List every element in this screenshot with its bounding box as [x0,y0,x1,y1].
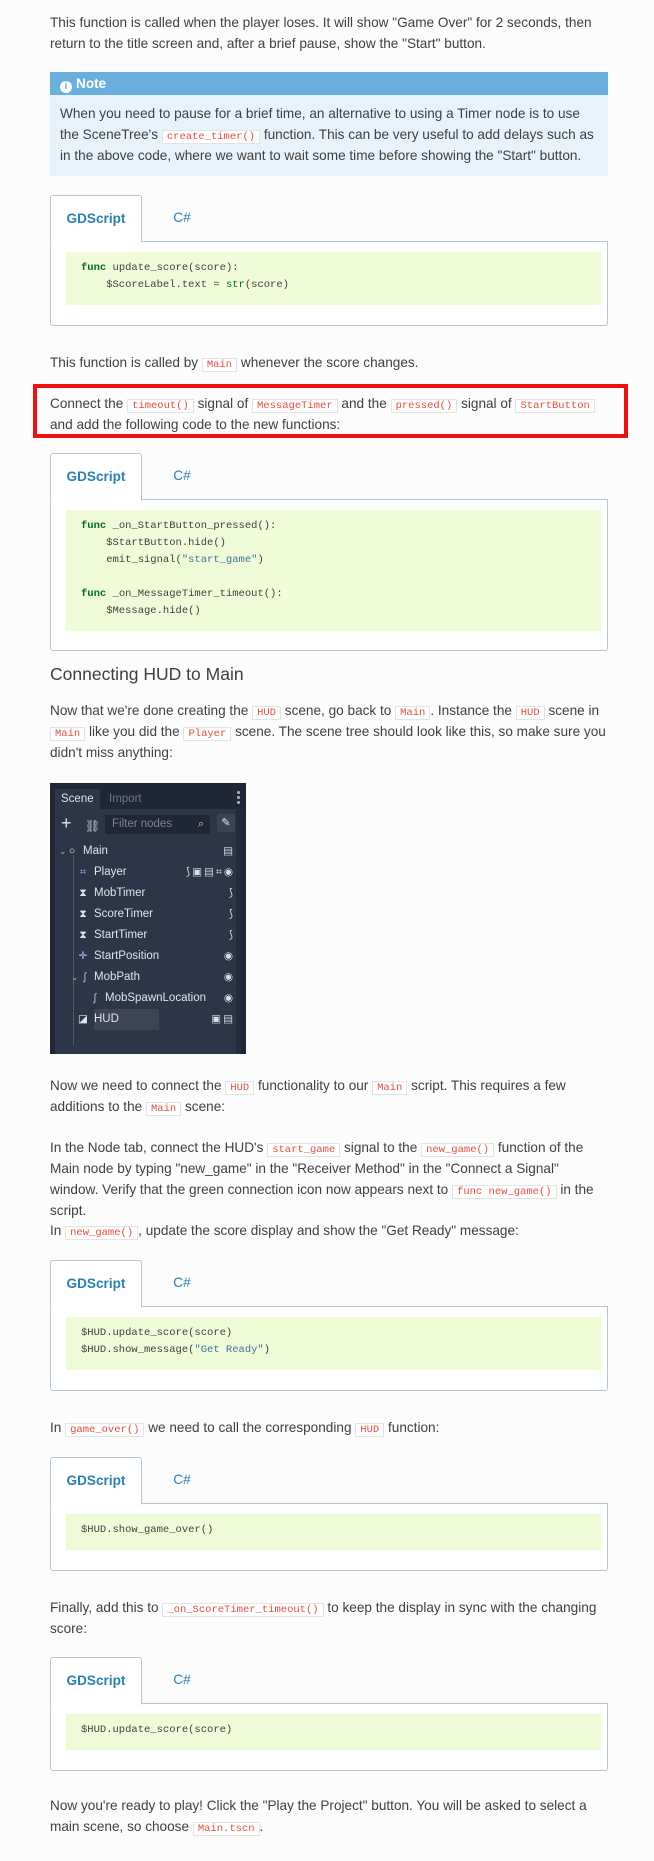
inline-code: HUD [225,1081,254,1095]
player-status-icons[interactable]: ⟆▣▤⌗◉ [185,866,235,878]
add-node-icon[interactable]: + [61,813,72,833]
final-paragraph [50,1597,608,1639]
tab-csharp[interactable]: C# [173,468,191,483]
script-icon[interactable]: ▤ [223,845,235,857]
text: scene: [184,1099,226,1114]
text: In [50,1223,62,1238]
functionality-paragraph [50,1075,608,1117]
code-line: ) [257,554,264,566]
node-label: Main [83,845,108,857]
text: whenever the score changes. [240,355,419,370]
expand-caret-icon[interactable]: ⌄ [59,846,67,856]
path2d-icon: ∫ [83,971,87,983]
note-title: Note [76,76,107,91]
tab-panel [50,1703,608,1771]
keyword: func [81,262,107,274]
code-line: ) [263,1344,271,1356]
code-line: update_score(score): [106,262,239,274]
timer-icon: ⧗ [79,887,87,899]
inline-code: Main [146,1102,181,1116]
text: and the [341,396,387,411]
hud-paragraph [50,700,608,763]
inline-code: Main.tscn [193,1822,260,1836]
link-icon[interactable]: ⛓ [85,819,101,833]
tree-node-main[interactable] [59,841,235,862]
text: we need to call the corresponding [148,1420,352,1435]
more-icon[interactable] [237,791,240,806]
code-block [66,1514,601,1550]
new-game-paragraph [50,1220,608,1241]
code-block [66,1714,601,1750]
tab-csharp[interactable]: C# [173,1672,191,1687]
inline-code: Main [372,1081,407,1095]
inline-code: pressed() [391,399,458,413]
inline-code: new_game() [421,1143,494,1157]
inline-code: func new_game() [452,1185,557,1199]
inline-code: timeout() [127,399,194,413]
text: Now you're ready to play! Click the "Play the Project" button. You will be asked to select a main scene, so choose [50,1798,587,1834]
text: This function is called by [50,355,199,370]
code-tabs-3 [50,1260,608,1391]
attach-script-icon[interactable]: ✎ [217,814,235,832]
tab-gdscript[interactable]: GDScript [50,195,142,243]
dock-panel [55,809,241,1054]
signal-icon[interactable]: ⟆ [228,929,235,941]
tree-node-mobspawnlocation[interactable] [59,988,235,1009]
node-label: Player [94,866,127,878]
string: "start_game" [181,554,258,566]
scene-script-icons[interactable]: ▣▤ [211,1013,235,1025]
text: like you did the [89,724,180,739]
code-block [66,510,601,631]
tree-node-startposition[interactable] [59,946,235,967]
note-body [50,95,608,176]
tab-gdscript[interactable]: GDScript [50,1657,142,1705]
dock-toolbar [55,809,241,839]
code-line: $Message.hide() [81,605,201,617]
text: and add the following code to the new functions: [50,417,341,432]
text: scene. The scene tree should look like this, so make sure you didn't miss anything: [50,724,606,760]
tab-import[interactable]: Import [109,793,142,805]
signal-icon[interactable]: ⟆ [228,908,235,920]
canvaslayer-icon: ◪ [78,1013,88,1025]
code-line: _on_MessageTimer_timeout(): [106,588,283,600]
dock-tabs [55,789,241,809]
text: signal of [461,396,512,411]
node-label: HUD [94,1009,159,1030]
tree-node-mobpath[interactable] [59,967,235,988]
tab-gdscript[interactable]: GDScript [50,453,142,501]
code-block [66,1317,601,1370]
filter-placeholder: Filter nodes [112,818,173,830]
inline-code: Main [202,358,237,372]
inline-code: MessageTimer [252,399,338,413]
text: Connect the [50,396,124,411]
node2d-icon: ○ [68,845,76,857]
text: scene in [548,703,600,718]
tab-csharp[interactable]: C# [173,1472,191,1487]
text: function: [387,1420,440,1435]
inline-code: HUD [355,1423,384,1437]
tab-csharp[interactable]: C# [173,1275,191,1290]
text: signal of [197,396,249,411]
note-admonition [50,72,608,176]
tree-node-mobtimer[interactable] [59,883,235,904]
inline-code: start_game [267,1143,340,1157]
inline-code: HUD [252,706,281,720]
inline-code: _on_ScoreTimer_timeout() [162,1603,323,1617]
code-tabs-2 [50,453,608,651]
code-line: _on_StartButton_pressed(): [106,520,277,532]
node-label: ScoreTimer [94,908,153,920]
text: In the Node tab, connect the HUD's [50,1140,264,1155]
score-paragraph [50,352,608,373]
inline-code: Main [395,706,430,720]
node-label: StartPosition [94,950,160,962]
tab-gdscript[interactable]: GDScript [50,1260,142,1308]
tab-panel [50,1306,608,1391]
tab-panel [50,241,608,326]
intro-paragraph [50,12,608,54]
search-icon: ⌕ [197,818,204,830]
inline-code: HUD [516,706,545,720]
scene-dock-image [50,783,246,1054]
code-line: $StartButton.hide() [81,537,226,549]
code-line: $HUD.update_score(score) [81,1327,233,1339]
tab-panel [50,499,608,651]
code-tabs-1 [50,195,608,326]
text: , update the score display and show the "Get Ready" message: [138,1223,519,1238]
visibility-icon[interactable]: ◉ [223,950,235,962]
area2d-icon: ⌗ [80,866,86,878]
text: . [259,1819,264,1834]
signal-icon[interactable]: ⟆ [228,887,235,899]
code-line: emit_signal( [81,554,182,566]
text: script. This requires a few additions to the [50,1078,566,1114]
timer-icon: ⧗ [79,908,87,920]
tab-scene[interactable]: Scene [55,789,100,809]
tree-node-scoretimer[interactable] [59,904,235,925]
string: "Get Ready" [194,1344,264,1356]
node-tab-paragraph [50,1137,608,1221]
connect-paragraph [50,393,608,435]
code-tabs-4 [50,1457,608,1570]
inline-code: new_game() [65,1226,138,1240]
code-line: $ScoreLabel.text = [81,279,226,291]
keyword: func [81,520,107,532]
node-label: StartTimer [94,929,148,941]
note-text-2: function. This can be very useful to add delays such as in the above code, where we want to wait some time before showing the "Start" button. [60,127,594,163]
code-line: $HUD.show_game_over() [81,1524,214,1536]
intro-text: This function is called when the player loses. It will show "Game Over" for 2 seconds, then return to the title screen and, after a brief pause, show the "Start" button. [50,15,592,51]
expand-caret-icon[interactable]: ⌄ [71,972,79,982]
text: Now that we're done creating the [50,703,249,718]
game-over-paragraph [50,1417,608,1438]
section-heading: Connecting HUD to Main [50,664,244,684]
text: function of the Main node by typing "new_game" in the "Receiver Method" in the "Connect a Signal" window. Verify that the green connection icon now appears next to [50,1140,584,1197]
visibility-icon[interactable]: ◉ [223,992,235,1004]
text: . Instance the [430,703,512,718]
code-block [66,252,601,305]
text: scene, go back to [284,703,392,718]
inline-code: create_timer() [162,130,260,144]
position2d-icon: ✛ [78,950,88,962]
text: to keep the display in sync with the changing score: [50,1600,597,1636]
tab-csharp[interactable]: C# [173,210,191,225]
code-line: (score) [244,279,289,291]
scene-tree [59,841,235,1030]
tab-panel [50,1503,608,1571]
tab-gdscript[interactable]: GDScript [50,1457,142,1505]
node-label: MobSpawnLocation [105,992,207,1004]
node-label: MobPath [94,971,141,983]
text: signal to the [344,1140,418,1155]
keyword: func [81,588,107,600]
builtin: str [225,279,245,291]
inline-code: Main [50,727,85,741]
text: functionality to our [258,1078,369,1093]
dock-scrollbar[interactable] [236,809,241,1054]
inline-code: StartButton [515,399,594,413]
node-label: MobTimer [94,887,146,899]
text: Now we need to connect the [50,1078,222,1093]
tree-node-player[interactable] [59,862,235,883]
inline-code: Player [183,727,231,741]
text: In [50,1420,62,1435]
play-paragraph [50,1795,608,1837]
text: Finally, add this to [50,1600,159,1615]
code-line: $HUD.show_message( [81,1344,195,1356]
info-icon: i [60,81,72,93]
note-title-bar [50,72,608,95]
code-line: $HUD.update_score(score) [81,1724,233,1736]
text: in the script. [50,1182,594,1218]
timer-icon: ⧗ [79,929,87,941]
page [4,0,650,1861]
filter-nodes-input[interactable] [105,815,210,834]
tree-node-starttimer[interactable] [59,925,235,946]
visibility-icon[interactable]: ◉ [223,971,235,983]
code-tabs-5 [50,1657,608,1770]
pathfollow-icon: ∫ [93,992,97,1004]
inline-code: game_over() [65,1423,144,1437]
note-text-1: When you need to pause for a brief time, an alternative to using a Timer node is to use the SceneTree's [60,106,580,142]
tree-node-hud[interactable] [59,1009,235,1030]
